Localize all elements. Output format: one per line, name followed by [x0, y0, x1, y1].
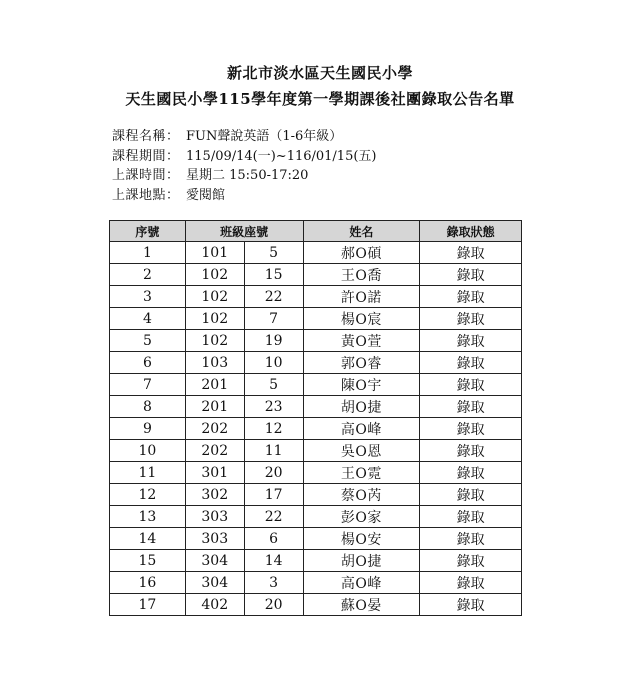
- cell-status: 錄取: [420, 462, 522, 484]
- cell-status: 錄取: [420, 550, 522, 572]
- cell-status: 錄取: [420, 242, 522, 264]
- cell-status: 錄取: [420, 440, 522, 462]
- cell-seat: 20: [244, 594, 303, 616]
- table-row: [110, 594, 522, 616]
- class-time-label: 上課時間：: [112, 168, 180, 183]
- cell-status: 錄取: [420, 484, 522, 506]
- table-header-row: [110, 221, 522, 242]
- cell-seat: 14: [244, 550, 303, 572]
- cell-seat: 12: [244, 418, 303, 440]
- cell-seq: 11: [110, 462, 186, 484]
- cell-seq: 9: [110, 418, 186, 440]
- table-row: [110, 242, 522, 264]
- cell-seat: 20: [244, 462, 303, 484]
- table-row: [110, 550, 522, 572]
- cell-status: 錄取: [420, 572, 522, 594]
- cell-seq: 5: [110, 330, 186, 352]
- class-location-row: [112, 186, 377, 206]
- table-row: [110, 308, 522, 330]
- table-row: [110, 572, 522, 594]
- cell-class: 201: [185, 396, 244, 418]
- cell-class: 301: [185, 462, 244, 484]
- cell-name: 黃O萱: [303, 330, 420, 352]
- cell-name: 陳O宇: [303, 374, 420, 396]
- cell-status: 錄取: [420, 330, 522, 352]
- cell-seq: 7: [110, 374, 186, 396]
- cell-name: 許O諾: [303, 286, 420, 308]
- cell-seat: 17: [244, 484, 303, 506]
- class-time-row: [112, 166, 377, 186]
- cell-name: 胡O捷: [303, 550, 420, 572]
- cell-status: 錄取: [420, 308, 522, 330]
- cell-name: 王O喬: [303, 264, 420, 286]
- cell-class: 102: [185, 264, 244, 286]
- table-row: [110, 484, 522, 506]
- cell-name: 楊O安: [303, 528, 420, 550]
- course-period-row: [112, 147, 377, 167]
- cell-seat: 15: [244, 264, 303, 286]
- cell-seat: 11: [244, 440, 303, 462]
- school-name-heading: 新北市淡水區天生國民小學: [226, 64, 413, 82]
- table-row: [110, 330, 522, 352]
- cell-name: 蘇O晏: [303, 594, 420, 616]
- header-name: 姓名: [303, 221, 420, 242]
- cell-name: 蔡O芮: [303, 484, 420, 506]
- course-name-value: FUN聲說英語（1-6年級）: [186, 129, 343, 144]
- cell-seq: 13: [110, 506, 186, 528]
- cell-seat: 10: [244, 352, 303, 374]
- table-row: [110, 286, 522, 308]
- table-row: [110, 440, 522, 462]
- cell-seq: 4: [110, 308, 186, 330]
- cell-class: 102: [185, 308, 244, 330]
- class-location-label: 上課地點：: [112, 187, 180, 203]
- cell-class: 101: [185, 242, 244, 264]
- cell-class: 402: [185, 594, 244, 616]
- table-row: [110, 352, 522, 374]
- table-row: [110, 506, 522, 528]
- table-row: [110, 462, 522, 484]
- header-status: 錄取狀態: [420, 221, 522, 242]
- cell-class: 202: [185, 418, 244, 440]
- cell-class: 302: [185, 484, 244, 506]
- cell-status: 錄取: [420, 396, 522, 418]
- cell-class: 303: [185, 506, 244, 528]
- cell-status: 錄取: [420, 264, 522, 286]
- course-period-value: 115/09/14(一)~116/01/15(五): [186, 148, 377, 164]
- cell-name: 高O峰: [303, 572, 420, 594]
- cell-seq: 10: [110, 440, 186, 462]
- cell-class: 102: [185, 286, 244, 308]
- table-row: [110, 396, 522, 418]
- announcement-title: 天生國民小學115學年度第一學期課後社團錄取公告名單: [125, 90, 515, 108]
- cell-class: 201: [185, 374, 244, 396]
- course-name-row: [112, 127, 377, 147]
- cell-seq: 16: [110, 572, 186, 594]
- cell-seq: 17: [110, 594, 186, 616]
- cell-seat: 23: [244, 396, 303, 418]
- header-seq: 序號: [110, 221, 186, 242]
- cell-name: 吳O恩: [303, 440, 420, 462]
- header-class-seat: 班級座號: [185, 221, 303, 242]
- cell-status: 錄取: [420, 286, 522, 308]
- cell-name: 高O峰: [303, 418, 420, 440]
- cell-seq: 14: [110, 528, 186, 550]
- course-info-block: [112, 127, 377, 205]
- table-row: [110, 528, 522, 550]
- cell-class: 304: [185, 550, 244, 572]
- cell-seat: 22: [244, 286, 303, 308]
- cell-name: 郭O睿: [303, 352, 420, 374]
- cell-seat: 3: [244, 572, 303, 594]
- cell-name: 胡O捷: [303, 396, 420, 418]
- cell-seq: 8: [110, 396, 186, 418]
- cell-status: 錄取: [420, 352, 522, 374]
- class-time-value: 星期二 15:50-17:20: [186, 168, 309, 183]
- cell-class: 303: [185, 528, 244, 550]
- cell-seq: 12: [110, 484, 186, 506]
- cell-seq: 2: [110, 264, 186, 286]
- cell-status: 錄取: [420, 528, 522, 550]
- admission-table: [109, 220, 522, 616]
- cell-seat: 22: [244, 506, 303, 528]
- cell-seat: 5: [244, 242, 303, 264]
- cell-name: 彭O家: [303, 506, 420, 528]
- cell-status: 錄取: [420, 594, 522, 616]
- cell-seat: 6: [244, 528, 303, 550]
- table-row: [110, 374, 522, 396]
- class-location-value: 愛閱館: [186, 187, 226, 203]
- cell-seq: 6: [110, 352, 186, 374]
- cell-status: 錄取: [420, 418, 522, 440]
- cell-seat: 19: [244, 330, 303, 352]
- cell-seq: 1: [110, 242, 186, 264]
- table-body: [110, 242, 522, 616]
- cell-name: 王O霓: [303, 462, 420, 484]
- course-period-label: 課程期間：: [112, 148, 180, 164]
- cell-class: 103: [185, 352, 244, 374]
- cell-seq: 15: [110, 550, 186, 572]
- cell-name: 郝O碩: [303, 242, 420, 264]
- table-row: [110, 418, 522, 440]
- cell-seq: 3: [110, 286, 186, 308]
- cell-seat: 5: [244, 374, 303, 396]
- cell-status: 錄取: [420, 374, 522, 396]
- course-name-label: 課程名稱：: [112, 129, 180, 144]
- cell-class: 304: [185, 572, 244, 594]
- cell-class: 102: [185, 330, 244, 352]
- cell-seat: 7: [244, 308, 303, 330]
- cell-status: 錄取: [420, 506, 522, 528]
- cell-name: 楊O宸: [303, 308, 420, 330]
- cell-class: 202: [185, 440, 244, 462]
- table-row: [110, 264, 522, 286]
